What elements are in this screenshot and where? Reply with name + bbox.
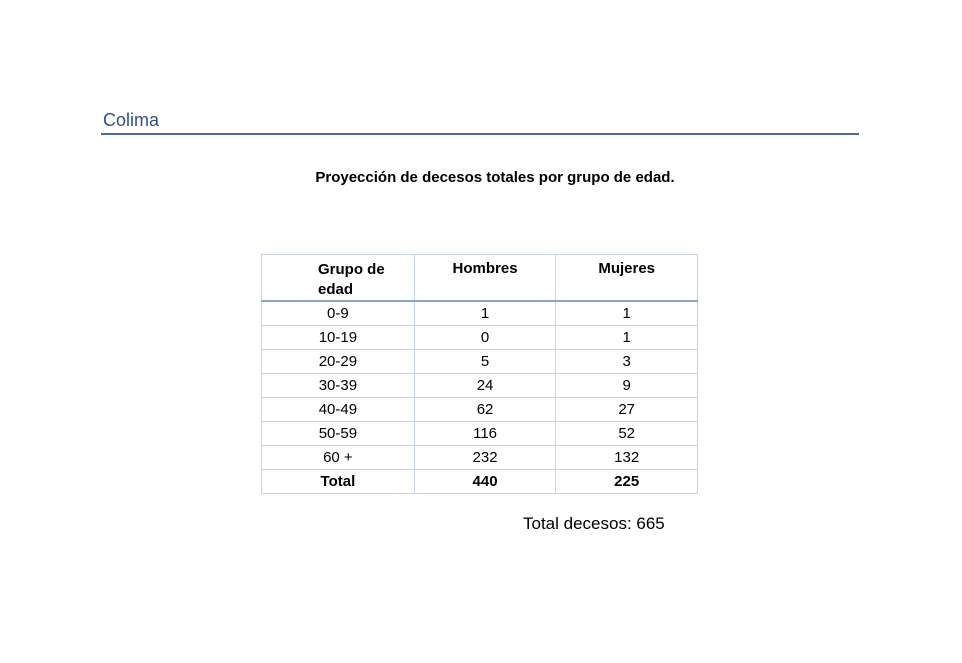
men-total-cell: 440 (414, 470, 556, 494)
column-header-men: Hombres (414, 255, 556, 302)
age-group-cell: 40-49 (262, 398, 415, 422)
age-group-cell: 60 + (262, 446, 415, 470)
table-row (262, 422, 698, 446)
total-deaths-summary: Total decesos: 665 (523, 514, 665, 533)
women-cell: 1 (556, 301, 698, 326)
table-total-row (262, 470, 698, 494)
table-row (262, 301, 698, 326)
women-cell: 52 (556, 422, 698, 446)
men-cell: 1 (414, 301, 556, 326)
deaths-by-age-table (261, 254, 698, 494)
men-cell: 24 (414, 374, 556, 398)
women-cell: 3 (556, 350, 698, 374)
column-header-age-group: Grupo de edad (262, 255, 415, 302)
table-row (262, 446, 698, 470)
age-group-cell: 50-59 (262, 422, 415, 446)
table-row (262, 398, 698, 422)
table-row (262, 326, 698, 350)
age-group-cell: 10-19 (262, 326, 415, 350)
men-cell: 232 (414, 446, 556, 470)
table-row (262, 350, 698, 374)
heading-divider (101, 133, 859, 135)
men-cell: 0 (414, 326, 556, 350)
women-cell: 1 (556, 326, 698, 350)
page-heading: Colima (103, 110, 160, 130)
table-caption: Proyección de decesos totales por grupo de edad. (315, 169, 675, 186)
column-header-women: Mujeres (556, 255, 698, 302)
table-header-row (262, 255, 698, 302)
table-row (262, 374, 698, 398)
age-group-cell: 30-39 (262, 374, 415, 398)
women-total-cell: 225 (556, 470, 698, 494)
age-group-cell: 20-29 (262, 350, 415, 374)
women-cell: 27 (556, 398, 698, 422)
age-group-cell: 0-9 (262, 301, 415, 326)
men-cell: 5 (414, 350, 556, 374)
total-label-cell: Total (262, 470, 415, 494)
men-cell: 62 (414, 398, 556, 422)
men-cell: 116 (414, 422, 556, 446)
women-cell: 132 (556, 446, 698, 470)
women-cell: 9 (556, 374, 698, 398)
